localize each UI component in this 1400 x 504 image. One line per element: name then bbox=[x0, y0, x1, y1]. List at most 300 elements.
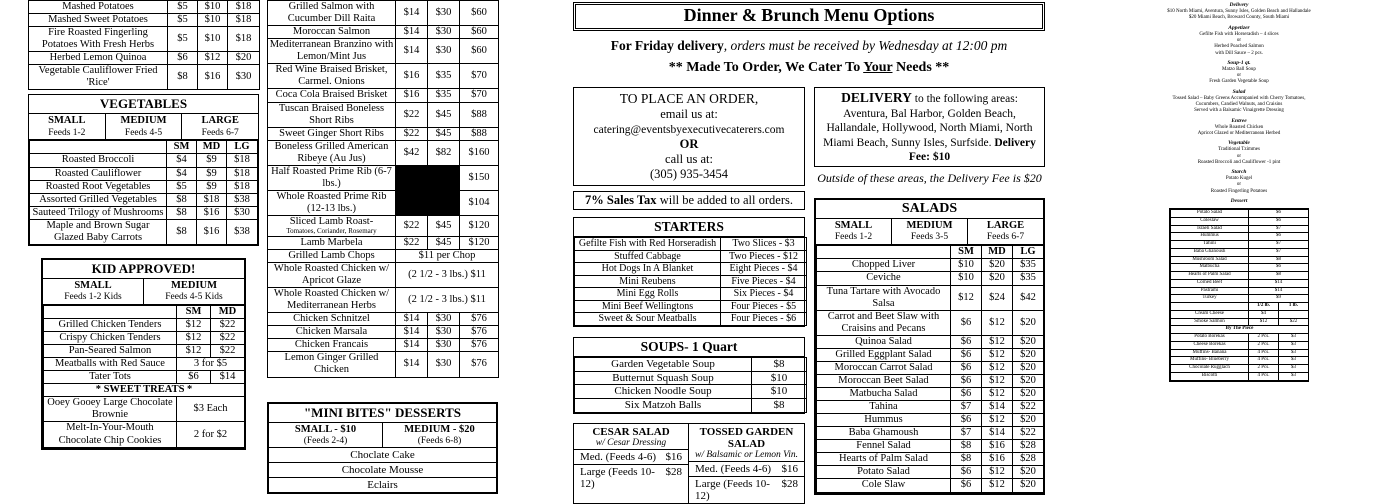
menu-item-price: $28 bbox=[665, 465, 682, 478]
menu-item-price: $22 bbox=[396, 102, 428, 127]
menu-row bbox=[817, 414, 1044, 427]
menu-item-subtext: Tomatoes, Coriander, Rosemary bbox=[286, 227, 377, 236]
menu-item-price: $7 bbox=[951, 427, 982, 440]
delivery-fee: Delivery Fee: $10 bbox=[908, 136, 1036, 163]
menu-item-label: Grilled Salmon with Cucumber Dill Raita bbox=[268, 1, 396, 26]
menu-item-price: $20 bbox=[1013, 374, 1044, 387]
menu-row bbox=[44, 422, 245, 447]
menu-item-price: $9 bbox=[1249, 295, 1309, 303]
menu-item-label: Vegetable Cauliflower Fried 'Rice' bbox=[29, 65, 168, 90]
dessert-item: Chocolate Mousse bbox=[269, 463, 496, 478]
section-title: KID APPROVED! bbox=[43, 260, 244, 279]
section-starters bbox=[573, 217, 805, 327]
menu-row bbox=[817, 479, 1044, 492]
friday-delivery-rest: , orders must be received by Wednesday at 12:00 pm bbox=[723, 38, 1008, 53]
menu-item-price: $76 bbox=[460, 313, 499, 326]
menu-row bbox=[1171, 310, 1309, 318]
menu-row bbox=[817, 466, 1044, 479]
menu-row bbox=[29, 1, 260, 14]
menu-row bbox=[1171, 357, 1309, 365]
menu-item-price: $35 bbox=[1013, 272, 1044, 285]
center-two-columns bbox=[573, 87, 1045, 504]
size-feeds: Feeds 3-5 bbox=[910, 232, 949, 243]
menu-item-price: $12 bbox=[982, 348, 1013, 361]
menu-item-price: $14 bbox=[211, 371, 245, 384]
menu-row bbox=[575, 275, 807, 288]
menu-item-price: $14 bbox=[1249, 287, 1309, 295]
menu-item-label: Hearts of Palm Salad bbox=[817, 453, 951, 466]
menu-item-price: $7 bbox=[1249, 225, 1309, 233]
menu-row bbox=[268, 39, 499, 64]
menu-item-price: $18 bbox=[197, 193, 227, 206]
menu-item-label: Carrot and Beet Slaw with Craisins and Pecans bbox=[817, 310, 951, 335]
outside-areas-note: Outside of these areas, the Delivery Fee is $20 bbox=[817, 171, 1042, 186]
menu-row bbox=[1171, 349, 1309, 357]
delivery-areas-text: to the following areas: Aventura, Bal Harbor, Golden Beach, Hallandale, Hollywood, North Miami, North Miami Beach, Sunny Isles, Surfside. bbox=[823, 93, 1033, 149]
menu-row bbox=[268, 326, 499, 339]
menu-row bbox=[44, 332, 245, 345]
menu-item-price: $16 bbox=[396, 89, 428, 102]
spacer-cell bbox=[817, 246, 951, 259]
menu-row bbox=[268, 288, 499, 313]
menu-row bbox=[44, 384, 245, 397]
menu-item-price: 2 Pcs. bbox=[1249, 365, 1279, 373]
sales-tax-note bbox=[573, 191, 805, 210]
email-label: email us at: bbox=[660, 107, 718, 122]
menu-item-label: Chicken Marsala bbox=[268, 326, 396, 339]
sides-table bbox=[28, 0, 260, 90]
menu-item-price: $22 bbox=[211, 318, 245, 331]
menu-row bbox=[1171, 248, 1309, 256]
menu-item-price: $20 bbox=[1013, 479, 1044, 492]
menu-row bbox=[268, 89, 499, 102]
menu-row bbox=[817, 401, 1044, 414]
menu-item-price: $14 bbox=[396, 313, 428, 326]
col-header-sm: SM bbox=[951, 246, 982, 259]
flyer-section-header: Vegetable bbox=[1228, 140, 1250, 147]
menu-item-price: Six Pieces - $4 bbox=[721, 288, 807, 301]
menu-row bbox=[575, 313, 807, 326]
menu-item-price: $5 bbox=[168, 27, 198, 52]
menu-item-price: $12 bbox=[982, 335, 1013, 348]
menu-item-price: $76 bbox=[460, 326, 499, 339]
menu-item-label: Med. (Feeds 4-6) bbox=[695, 462, 772, 475]
col-header-sm: SM bbox=[177, 305, 211, 318]
panel-title: TOSSED GARDEN SALAD bbox=[699, 425, 794, 450]
menu-item-price: $16 bbox=[982, 440, 1013, 453]
order-heading: TO PLACE AN ORDER, bbox=[619, 91, 759, 106]
menu-item-price: 1/2 lb. bbox=[1249, 303, 1279, 311]
menu-item-price: $4 bbox=[167, 154, 197, 167]
menu-item-price: $11 per Chop bbox=[396, 249, 499, 262]
menu-row bbox=[1171, 365, 1309, 373]
menu-item-price: $12 bbox=[951, 285, 982, 310]
menu-item-price: $88 bbox=[460, 127, 499, 140]
size-header-row bbox=[269, 423, 496, 449]
size-label: LARGE bbox=[201, 115, 239, 127]
flyer-section bbox=[1163, 118, 1315, 138]
menu-item-label: Cream Cheese bbox=[1171, 310, 1249, 318]
menu-row bbox=[689, 462, 804, 477]
menu-item-price: $76 bbox=[460, 339, 499, 352]
menu-item-price: $3 bbox=[1279, 349, 1309, 357]
size-label: SMALL bbox=[48, 115, 86, 127]
menu-row bbox=[30, 180, 258, 193]
menu-item-price: $12 bbox=[982, 361, 1013, 374]
menu-item-label: Chicken Noodle Soup bbox=[575, 385, 752, 399]
menu-item-price: $76 bbox=[460, 352, 499, 377]
menu-row bbox=[1171, 334, 1309, 342]
menu-row bbox=[268, 1, 499, 26]
menu-item-price: $14 bbox=[396, 39, 428, 64]
menu-row bbox=[1171, 241, 1309, 249]
friday-delivery-note bbox=[573, 38, 1045, 54]
flyer-section bbox=[1163, 60, 1315, 86]
menu-item-label: Tahina bbox=[817, 401, 951, 414]
size-feeds: (Feeds 2-4) bbox=[303, 435, 348, 446]
menu-item-label: Hearts of Palm Salad bbox=[1171, 272, 1249, 280]
size-label: MEDIUM bbox=[906, 220, 953, 232]
col-header-md: MD bbox=[211, 305, 245, 318]
menu-item-price: $30 bbox=[428, 313, 460, 326]
salad-duo-box bbox=[573, 423, 805, 504]
menu-item-label: Chicken Schnitzel bbox=[268, 313, 396, 326]
menu-item-price: $60 bbox=[460, 1, 499, 26]
menu-item-price: $120 bbox=[460, 216, 499, 237]
menu-item-price: $6 bbox=[951, 361, 982, 374]
menu-item-price bbox=[1279, 310, 1309, 318]
menu-item-price: $30 bbox=[428, 1, 460, 26]
menu-item-price: $12 bbox=[1249, 318, 1279, 326]
menu-item-price: 4 Pcs. bbox=[1249, 349, 1279, 357]
flyer-section bbox=[1163, 89, 1315, 115]
menu-row bbox=[817, 388, 1044, 401]
center-right-column bbox=[814, 87, 1045, 504]
menu-row bbox=[575, 385, 807, 399]
menu-item-price: $24 bbox=[982, 285, 1013, 310]
menu-item-label: Tuna Tartare with Avocado Salsa bbox=[817, 285, 951, 310]
menu-item-label: Grilled Chicken Tenders bbox=[44, 318, 177, 331]
flyer-line: Matzo Ball Soup bbox=[1222, 66, 1256, 72]
menu-item-label: Coleslaw bbox=[1171, 217, 1249, 225]
menu-item-price: $20 bbox=[982, 259, 1013, 272]
menu-item-label: Mashed Sweet Potatoes bbox=[29, 14, 168, 27]
menu-item-price: $9 bbox=[197, 180, 227, 193]
vegetables-table bbox=[29, 140, 258, 245]
size-medium bbox=[144, 279, 244, 304]
menu-item-price: $12 bbox=[982, 414, 1013, 427]
flyer-section bbox=[1163, 198, 1315, 205]
menu-item-price: $14 bbox=[982, 427, 1013, 440]
menu-item-price: 2 for $2 bbox=[177, 422, 245, 447]
menu-item-label: Lamb Marbela bbox=[268, 236, 396, 249]
starters-table bbox=[574, 237, 807, 326]
flyer-section-header: Dessert bbox=[1230, 197, 1248, 204]
menu-item-price: $22 bbox=[396, 216, 428, 237]
menu-row bbox=[817, 272, 1044, 285]
menu-row bbox=[817, 310, 1044, 335]
menu-item-price: $3 bbox=[1279, 334, 1309, 342]
entrees-table bbox=[267, 0, 499, 378]
menu-item-price: $6 bbox=[951, 335, 982, 348]
menu-row bbox=[268, 339, 499, 352]
menu-item-price: $5 bbox=[168, 1, 198, 14]
spacer-cell bbox=[30, 141, 167, 154]
flyer-line: Whole Roasted Chicken bbox=[1214, 124, 1264, 130]
kid-approved-table bbox=[43, 305, 245, 448]
spacer-cell bbox=[44, 305, 177, 318]
menu-row bbox=[44, 318, 245, 331]
section-title: SALADS bbox=[816, 200, 1043, 219]
menu-item-price: $8 bbox=[1249, 272, 1309, 280]
menu-item-price: $6 bbox=[951, 466, 982, 479]
menu-item-price: $30 bbox=[227, 206, 258, 219]
menu-item-label: Cheese Borekas bbox=[1171, 341, 1249, 349]
size-label: LARGE bbox=[986, 220, 1025, 232]
menu-item-label: Turkey bbox=[1171, 295, 1249, 303]
menu-item-label: Coca Cola Braised Brisket bbox=[268, 89, 396, 102]
menu-item-price: $22 bbox=[1013, 427, 1044, 440]
menu-item-label: Muffins- Blueberry bbox=[1171, 357, 1249, 365]
menu-item-price: $20 bbox=[1013, 310, 1044, 335]
menu-item-price: $30 bbox=[228, 65, 260, 90]
menu-item-price: 1 lb. bbox=[1279, 303, 1309, 311]
menu-item-price: 2 Pcs. bbox=[1249, 334, 1279, 342]
menu-row bbox=[268, 352, 499, 377]
tossed-garden-salad-panel bbox=[689, 424, 804, 503]
menu-item-price: $28 bbox=[1013, 453, 1044, 466]
menu-item-label: Potato Borekas bbox=[1171, 334, 1249, 342]
menu-item-price: $3 Each bbox=[177, 397, 245, 422]
flyer-line: Roasted Fingerling Potatoes bbox=[1210, 188, 1268, 194]
menu-item-price: $12 bbox=[177, 345, 211, 358]
size-small bbox=[269, 423, 383, 448]
menu-row bbox=[817, 427, 1044, 440]
menu-row bbox=[268, 127, 499, 140]
menu-item-label: Hot Dogs In A Blanket bbox=[575, 263, 721, 276]
menu-item-price: $22 bbox=[1279, 318, 1309, 326]
section-title: VEGETABLES bbox=[29, 95, 258, 114]
menu-row bbox=[1171, 295, 1309, 303]
flyer-line: with Dill Sauce – 2 pcs. bbox=[1215, 50, 1263, 56]
menu-item-price: $18 bbox=[227, 154, 258, 167]
menu-item-price: $7 bbox=[951, 401, 982, 414]
menu-item-label: Ooey Gooey Large Chocolate Brownie bbox=[44, 397, 177, 422]
menu-row bbox=[1171, 264, 1309, 272]
menu-item-price: 2 Pcs. bbox=[1249, 341, 1279, 349]
menu-row bbox=[1171, 217, 1309, 225]
section-soups bbox=[573, 337, 805, 414]
menu-item-price: $12 bbox=[982, 466, 1013, 479]
menu-item-label: Tater Tots bbox=[44, 371, 177, 384]
flyer-line: Served with a Balsamic Vinaigrette Dressing bbox=[1194, 108, 1284, 114]
menu-row bbox=[1171, 210, 1309, 218]
menu-item-price: $6 bbox=[1249, 264, 1309, 272]
menu-item-price: $120 bbox=[460, 236, 499, 249]
menu-item-price: $42 bbox=[1013, 285, 1044, 310]
menu-item-label: Biscotti bbox=[1171, 372, 1249, 380]
menu-item-price: $30 bbox=[428, 26, 460, 39]
flyer-line: Fresh Garden Vegetable Soup bbox=[1209, 79, 1269, 85]
price-column-headers bbox=[30, 141, 258, 154]
section-subheader: By The Piece bbox=[1171, 326, 1309, 334]
menu-row bbox=[268, 313, 499, 326]
menu-row bbox=[817, 285, 1044, 310]
flyer-price-table bbox=[1170, 209, 1309, 381]
menu-item-label: Whole Roasted Prime Rib (12-13 lbs.) bbox=[268, 190, 396, 215]
menu-item-price: $6 bbox=[951, 388, 982, 401]
flyer-section-header: Entree bbox=[1231, 117, 1247, 124]
menu-item-price: $12 bbox=[982, 388, 1013, 401]
left-column bbox=[28, 0, 259, 450]
menu-row bbox=[575, 238, 807, 251]
menu-item-label: Med. (Feeds 4-6) bbox=[580, 450, 657, 463]
menu-item-price: Two Pieces - $12 bbox=[721, 250, 807, 263]
flyer-line: Gefilte Fish with Horseradish – 4 slices bbox=[1199, 31, 1279, 37]
menu-item-price: $20 bbox=[1013, 361, 1044, 374]
menu-row bbox=[268, 26, 499, 39]
menu-item-price: $4 bbox=[167, 167, 197, 180]
section-vegetables bbox=[28, 94, 259, 245]
flyer-price-table-box bbox=[1169, 208, 1309, 382]
menu-item-price: $7 bbox=[1249, 241, 1309, 249]
menu-item-label: Sweet Ginger Short Ribs bbox=[268, 127, 396, 140]
menu-item-price: $8 bbox=[167, 193, 197, 206]
menu-item-price: $30 bbox=[428, 339, 460, 352]
menu-item-price: $18 bbox=[228, 14, 260, 27]
menu-item-label: Mini Reubens bbox=[575, 275, 721, 288]
menu-item-label: Whole Roasted Chicken w/ Apricot Glaze bbox=[268, 262, 396, 287]
menu-item-price: $20 bbox=[1013, 348, 1044, 361]
size-feeds: Feeds 1-2 Kids bbox=[64, 291, 122, 302]
menu-item-label: Ceviche bbox=[817, 272, 951, 285]
made-pre: ** Made To Order, We Cater To bbox=[668, 60, 864, 75]
menu-item-price bbox=[396, 190, 428, 215]
flyer-sections bbox=[1163, 2, 1315, 205]
delivery-areas-box bbox=[814, 87, 1045, 167]
menu-row bbox=[817, 259, 1044, 272]
menu-item-price: $82 bbox=[428, 140, 460, 165]
menu-item-label: Six Matzoh Balls bbox=[575, 398, 752, 412]
phone-number: (305) 935-3454 bbox=[649, 167, 729, 182]
menu-item-price: $10 bbox=[198, 14, 228, 27]
col-header-sm: SM bbox=[167, 141, 197, 154]
menu-item-price: $6 bbox=[1249, 233, 1309, 241]
menu-row bbox=[268, 64, 499, 89]
menu-item-price: $8 bbox=[168, 65, 198, 90]
menu-item-price: $14 bbox=[982, 401, 1013, 414]
page-title: Dinner & Brunch Menu Options bbox=[573, 2, 1045, 31]
price-column-headers bbox=[817, 246, 1044, 259]
flyer-line: or bbox=[1236, 153, 1242, 159]
menu-item-label: Quinoa Salad bbox=[817, 335, 951, 348]
menu-row bbox=[29, 27, 260, 52]
col-header-lg: LG bbox=[1013, 246, 1044, 259]
menu-item-price: $38 bbox=[227, 219, 258, 244]
menu-item-label: Chopped Liver bbox=[817, 259, 951, 272]
menu-row bbox=[30, 206, 258, 219]
section-kid-approved bbox=[41, 258, 246, 450]
made-to-order-note bbox=[573, 60, 1045, 76]
menu-item-price: $9 bbox=[197, 154, 227, 167]
menu-item-price: $35 bbox=[428, 64, 460, 89]
menu-item-label: Sliced Lamb Roast- Tomatoes, Coriander, Rosemary bbox=[268, 216, 396, 237]
menu-item-label: Baba Ghanoush bbox=[1171, 248, 1249, 256]
menu-item-label: Lemon Ginger Grilled Chicken bbox=[268, 352, 396, 377]
menu-item-label: Half Roasted Prime Rib (6-7 lbs.) bbox=[268, 165, 396, 190]
dessert-item: Choclate Cake bbox=[269, 448, 496, 463]
menu-item-label: Mini Beef Wellingtons bbox=[575, 300, 721, 313]
menu-item-label bbox=[1171, 303, 1249, 311]
menu-row bbox=[1171, 303, 1309, 311]
menu-item-price: $60 bbox=[460, 39, 499, 64]
size-small bbox=[43, 279, 144, 304]
menu-item-price: $16 bbox=[781, 462, 798, 475]
menu-item-price: $6 bbox=[951, 374, 982, 387]
menu-item-label: Pastrami bbox=[1171, 287, 1249, 295]
salads-table bbox=[816, 245, 1044, 492]
menu-item-price: $45 bbox=[428, 102, 460, 127]
menu-row bbox=[817, 348, 1044, 361]
section-title: "MINI BITES" DESSERTS bbox=[269, 404, 496, 423]
menu-item-price: (2 1/2 - 3 lbs.) $11 bbox=[396, 262, 499, 287]
menu-item-price: $12 bbox=[982, 479, 1013, 492]
flyer-section bbox=[1163, 25, 1315, 57]
menu-item-price: $6 bbox=[951, 348, 982, 361]
menu-item-price: $42 bbox=[396, 140, 428, 165]
flyer-line: or bbox=[1236, 38, 1242, 44]
soups-table bbox=[574, 357, 807, 413]
delivery-bold-word: DELIVERY bbox=[841, 90, 912, 105]
menu-row bbox=[44, 358, 245, 371]
menu-item-label: Muffins- Banana bbox=[1171, 349, 1249, 357]
menu-item-price: Four Pieces - $5 bbox=[721, 300, 807, 313]
menu-item-label: Roasted Broccoli bbox=[30, 154, 167, 167]
menu-row bbox=[817, 361, 1044, 374]
menu-item-price: $45 bbox=[428, 216, 460, 237]
menu-item-label: Garden Vegetable Soup bbox=[575, 357, 752, 371]
menu-row bbox=[29, 65, 260, 90]
menu-item-price: $14 bbox=[396, 352, 428, 377]
size-label: SMALL bbox=[74, 279, 112, 291]
menu-row bbox=[268, 190, 499, 215]
menu-item-price: $12 bbox=[177, 332, 211, 345]
menu-item-price: $30 bbox=[428, 39, 460, 64]
menu-item-price: $6 bbox=[1249, 217, 1309, 225]
col-header-md: MD bbox=[197, 141, 227, 154]
size-medium bbox=[383, 423, 496, 448]
menu-item-price: $3 bbox=[1279, 341, 1309, 349]
menu-item-price: $14 bbox=[1249, 279, 1309, 287]
menu-item-label: Moroccan Beet Salad bbox=[817, 374, 951, 387]
menu-item-price: $8 bbox=[1249, 256, 1309, 264]
menu-item-label: Pan-Seared Salmon bbox=[44, 345, 177, 358]
menu-row bbox=[1171, 233, 1309, 241]
menu-item-price: $45 bbox=[428, 236, 460, 249]
col-header-lg: LG bbox=[227, 141, 258, 154]
menu-item-price: Two Slices - $3 bbox=[721, 238, 807, 251]
menu-item-label: Chicken Francais bbox=[268, 339, 396, 352]
menu-item-price: $20 bbox=[228, 52, 260, 65]
menu-item-price: $16 bbox=[665, 450, 682, 463]
menu-item-price: $22 bbox=[1013, 401, 1044, 414]
menu-item-label: Fire Roasted Fingerling Potatoes With Fresh Herbs bbox=[29, 27, 168, 52]
tax-bold: 7% Sales Tax bbox=[585, 193, 657, 208]
menu-item-label: Tuscan Braised Boneless Short Ribs bbox=[268, 102, 396, 127]
menu-item-price: $60 bbox=[460, 26, 499, 39]
menu-item-label: Whole Roasted Chicken w/ Mediterranean Herbs bbox=[268, 288, 396, 313]
flyer-section-header: Delivery bbox=[1229, 2, 1249, 8]
